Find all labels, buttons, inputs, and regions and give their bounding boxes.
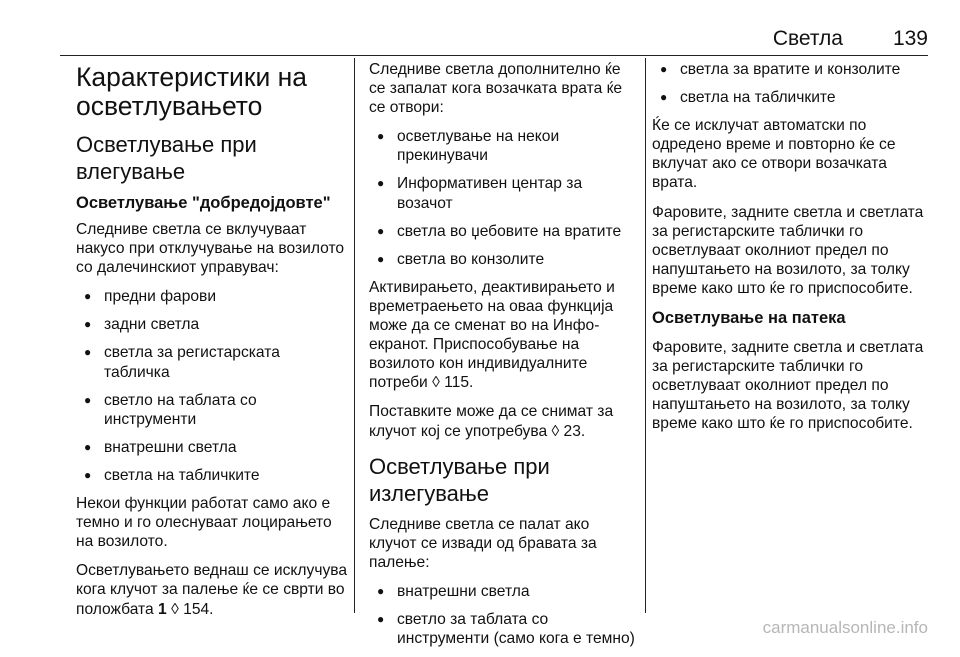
list-item: ● осветлување на некои прекинувачи bbox=[369, 127, 637, 165]
paragraph: Некои функции работат само ако е темно и го олеснуваат лоцирањето на возилото. bbox=[76, 495, 332, 551]
paragraph: Фаровите, задните светла и светлата за регистарските таблички го осветлуваат околниот предел по напуштањето на возилото, за толку време како што ќе го приспособите. bbox=[652, 339, 924, 433]
page-reference[interactable]: 115. bbox=[444, 374, 474, 392]
column-2 bbox=[369, 60, 637, 657]
subsection-title-welcome-lighting: Осветлување "добредојдовте" bbox=[76, 194, 331, 212]
list-item: ● светла за вратите и конзолите bbox=[652, 60, 926, 79]
paragraph-text: Поставките може да се снимат за клучот кој се употребува bbox=[369, 403, 614, 440]
list-item: ● светла за регистарската табличка bbox=[76, 343, 348, 381]
bullet-list bbox=[369, 127, 637, 269]
list-item: ● светло на таблата со инструменти bbox=[76, 391, 348, 429]
page-reference[interactable]: 154. bbox=[183, 600, 214, 618]
paragraph bbox=[76, 561, 348, 618]
list-item: ● светло за таблата со инструменти (само кога е темно) bbox=[369, 610, 637, 648]
column-1 bbox=[76, 60, 348, 629]
page-header bbox=[60, 27, 928, 53]
reference-arrow-icon: ◊ bbox=[551, 422, 560, 440]
section-title-entry-lighting: Осветлување при влегување bbox=[76, 132, 257, 184]
page-number: 139 bbox=[892, 27, 928, 50]
column-divider-2 bbox=[645, 58, 646, 613]
page-reference[interactable]: 23. bbox=[563, 422, 586, 440]
bullet-list bbox=[76, 287, 348, 485]
column-divider-1 bbox=[354, 58, 355, 613]
ignition-position: 1 bbox=[158, 600, 167, 618]
reference-arrow-icon: ◊ bbox=[432, 374, 440, 392]
paragraph-text: Активирањето, деактивирањето и времетраењето на оваа функција може да се сменат во на Инфо-екранот. Приспособување на возилото кон индивидуалните потреби bbox=[369, 278, 615, 392]
list-item: ● светла на табличките bbox=[76, 466, 348, 485]
list-item: ● светла на табличките bbox=[652, 88, 926, 107]
paragraph: Следниве светла се вклучуваат накусо при отклучување на возилото со далечинскиот управувач: bbox=[76, 221, 345, 277]
paragraph: Следниве светла дополнително ќе се запалат кога возачката врата ќе се отвори: bbox=[369, 61, 623, 117]
list-item: ● внатрешни светла bbox=[369, 582, 637, 601]
paragraph-text: Осветлувањето веднаш се исклучува кога клучот за палење ќе се сврти во положбата bbox=[76, 562, 348, 618]
list-item: ● светла во џебовите на вратите bbox=[369, 222, 637, 241]
list-item: ● светла во конзолите bbox=[369, 250, 637, 269]
column-3 bbox=[652, 60, 926, 444]
chapter-title: Карактеристики на осветлувањето bbox=[76, 62, 307, 121]
paragraph: Следниве светла се палат ако клучот се извади од бравата за палење: bbox=[369, 515, 597, 571]
subsection-title-path-lighting: Осветлување на патека bbox=[652, 309, 846, 328]
paragraph bbox=[369, 278, 637, 393]
paragraph: Фаровите, задните светла и светлата за регистарските таблички го осветлуваат околниот предел по напуштањето на возилото, за толку време како што ќе го приспособите. bbox=[652, 203, 924, 297]
bullet-list bbox=[652, 60, 926, 107]
watermark: carmanualsonline.info bbox=[762, 618, 928, 637]
section-title-exit-lighting: Осветлување при излегување bbox=[369, 453, 550, 506]
list-item: ● предни фарови bbox=[76, 287, 348, 306]
list-item: ● задни светла bbox=[76, 315, 348, 334]
list-item: ● Информативен центар за возачот bbox=[369, 174, 637, 212]
header-rule bbox=[60, 55, 928, 56]
list-item: ● внатрешни светла bbox=[76, 438, 348, 457]
bullet-list bbox=[369, 582, 637, 648]
running-title: Светла bbox=[772, 27, 843, 50]
reference-arrow-icon: ◊ bbox=[171, 600, 179, 618]
paragraph: Ќе се исклучат автоматски по одредено време и повторно ќе се вклучат ако се отвори возачката врата. bbox=[652, 117, 896, 192]
paragraph bbox=[369, 402, 637, 440]
